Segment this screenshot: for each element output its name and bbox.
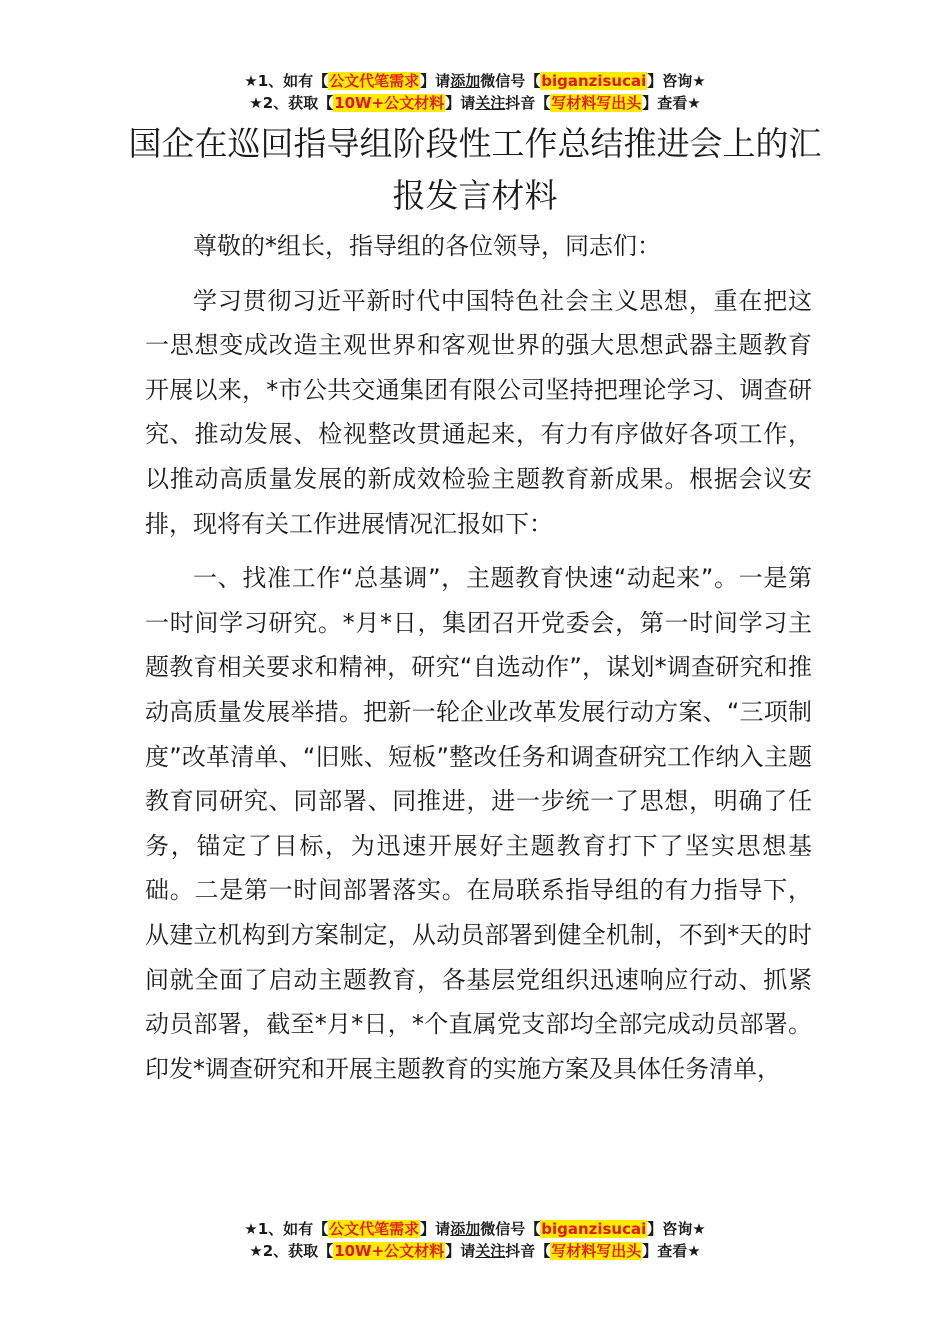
promo-text: ★2、获取【 [249,94,334,112]
promo-highlight: 写材料写出头 [551,94,642,112]
promo-text: 微信号【 [480,72,541,90]
salutation: 尊敬的*组长，指导组的各位领导，同志们： [193,232,661,260]
promo-text: 抖音【 [505,94,551,112]
promo-highlight: biganzisucai [541,72,647,90]
promo-line-1 [0,70,950,92]
promo-line-1 [0,1218,950,1240]
promo-text: 】请 [445,94,476,112]
promo-highlight: 10W+公文材料 [334,1242,445,1260]
promo-line-2 [0,92,950,114]
promo-underlined: 关注 [475,94,506,112]
promo-highlight: 公文代笔需求 [329,72,420,90]
promo-underlined: 关注 [475,1242,506,1260]
body-paragraph: 学习贯彻习近平新时代中国特色社会主义思想，重在把这一思想变成改造主观世界和客观世界的强大思想武器主题教育开展以来，*市公共交通集团有限公司坚持把理论学习、调查研究、推动发展、检视整改贯通起来，有力有序做好各项工作，以推动高质量发展的新成效检验主题教育新成果。根据会议安排，现将有关工作进展情况汇报如下： [145,286,812,538]
promo-banner-top [0,70,950,114]
document-title: 国企在巡回指导组阶段性工作总结推进会上的汇报发言材料 [128,124,822,215]
promo-underlined: 添加 [450,72,481,90]
promo-text: ★1、如有【 [244,1220,329,1238]
promo-text: 】咨询★ [647,72,706,90]
promo-highlight: 公文代笔需求 [329,1220,420,1238]
promo-text: ★1、如有【 [244,72,329,90]
body-paragraph: 一、找准工作“总基调”，主题教育快速“动起来”。一是第一时间学习研究。*月*日，集团召开党委会，第一时间学习主题教育相关要求和精神，研究“自选动作”，谋划*调查研究和推动高质量发展举措。把新一轮企业改革发展行动方案、“三项制度”改革清单、“旧账、短板”整改任务和调查研究工作纳入主题教育同研究、同部署、同推进，进一步统一了思想，明确了任务，锚定了目标，为迅速开展好主题教育打下了坚实思想基础。二是第一时间部署落实。在局联系指导组的有力指导下，从建立机构到方案制定，从动员部署到健全机制，不到*天的时间就全面了启动主题教育，各基层党组织迅速响应行动、抓紧动员部署，截至*月*日，*个直属党支部均全部完成动员部署。印发*调查研究和开展主题教育的实施方案及具体任务清单， [145,564,812,1083]
promo-line-2 [0,1240,950,1262]
document-body [145,224,812,1101]
promo-text: 抖音【 [505,1242,551,1260]
promo-highlight: 10W+公文材料 [334,94,445,112]
promo-underlined: 添加 [450,1220,481,1238]
promo-text: 】咨询★ [647,1220,706,1238]
promo-text: 】请 [420,1220,451,1238]
promo-text: 】查看★ [642,94,701,112]
promo-text: 】请 [420,72,451,90]
promo-text: 微信号【 [480,1220,541,1238]
promo-text: 】查看★ [642,1242,701,1260]
promo-highlight: biganzisucai [541,1220,647,1238]
promo-banner-bottom [0,1218,950,1262]
promo-highlight: 写材料写出头 [551,1242,642,1260]
promo-text: 】请 [445,1242,476,1260]
promo-text: ★2、获取【 [249,1242,334,1260]
